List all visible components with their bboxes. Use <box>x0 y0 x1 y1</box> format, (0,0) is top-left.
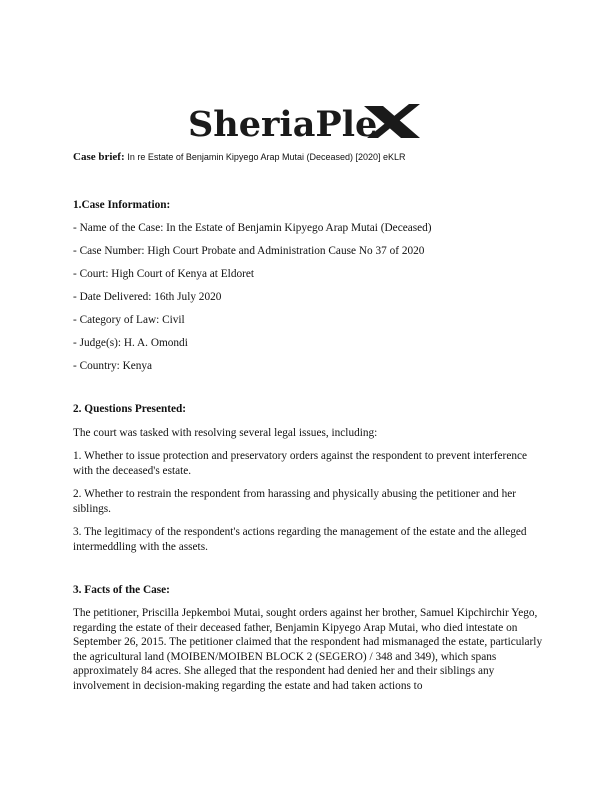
logo-text: SheriaPle <box>188 104 378 144</box>
questions-intro: The court was tasked with resolving several legal issues, including: <box>73 427 378 439</box>
sheriaplex-logo <box>0 100 612 144</box>
case-info-item: - Date Delivered: 16th July 2020 <box>73 291 222 303</box>
case-brief-label: Case brief: <box>73 151 125 163</box>
case-brief-value: In re Estate of Benjamin Kipyego Arap Mutai (Deceased) [2020] eKLR <box>127 152 406 162</box>
section3-heading: 3. Facts of the Case: <box>73 584 170 596</box>
case-info-item: - Category of Law: Civil <box>73 314 185 326</box>
case-info-item: - Country: Kenya <box>73 360 153 372</box>
question-2: 2. Whether to restrain the respondent from harassing and physically abusing the petitioner and her siblings. <box>73 488 517 515</box>
case-brief <box>73 151 406 163</box>
section2-heading: 2. Questions Presented: <box>73 403 187 415</box>
question-1: 1. Whether to issue protection and preservatory orders against the respondent to prevent interference with the deceased's estate. <box>73 450 528 477</box>
case-info-item: - Name of the Case: In the Estate of Benjamin Kipyego Arap Mutai (Deceased) <box>73 222 432 234</box>
question-3: 3. The legitimacy of the respondent's actions regarding the management of the estate and the alleged intermeddling with the assets. <box>73 526 527 553</box>
facts-body: The petitioner, Priscilla Jepkemboi Mutai, sought orders against her brother, Samuel Kipchirchir Yego, regarding the estate of their deceased father, Benjamin Kipyego Arap Mutai, who died intestate on September 26, 2015. The petitioner claimed that the respondent had mismanaged the estate, particularly the agricultural land (MOIBEN/MOIBEN BLOCK 2 (SEGERO) / 348 and 349), which spans approximately 84 acres. She alleged that the respondent had denied her and their siblings any involvement in decision-making regarding the estate and had taken actions to <box>73 607 543 692</box>
case-info-item: - Judge(s): H. A. Omondi <box>73 337 188 349</box>
section1-heading: 1.Case Information: <box>73 199 171 211</box>
case-info-item: - Case Number: High Court Probate and Administration Cause No 37 of 2020 <box>73 245 425 257</box>
case-info-item: - Court: High Court of Kenya at Eldoret <box>73 268 255 280</box>
